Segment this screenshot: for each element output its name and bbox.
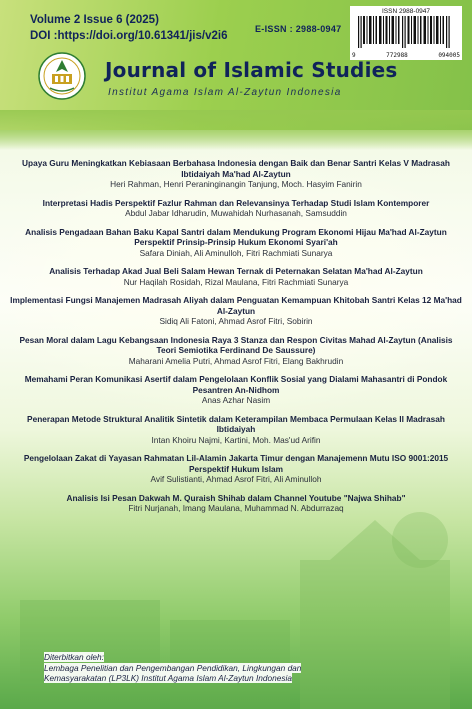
- eissn: E-ISSN : 2988-0947: [255, 24, 342, 34]
- publisher-line: Kemasyarakatan (LP3LK) Institut Agama Islam Al-Zaytun Indonesia: [44, 673, 292, 683]
- list-item[interactable]: [10, 158, 462, 190]
- article-list: [10, 158, 462, 522]
- article-title: Analisis Pengadaan Bahan Baku Kapal Santri dalam Mendukung Program Ekonomi Hijau Ma'had Al-Zaytun Perspektif Prinsip-Prinsip Hukum Ekonomi Syari'ah: [25, 226, 447, 247]
- list-item[interactable]: [10, 266, 462, 287]
- article-authors: Avif Sulistianti, Ahmad Asrof Fitri, Ali Aminulloh: [150, 474, 322, 484]
- article-authors: Intan Khoiru Najmi, Kartini, Moh. Mas'ud Arifin: [151, 434, 321, 445]
- list-item[interactable]: [10, 453, 462, 485]
- article-authors: Maharani Amelia Putri, Ahmad Asrof Fitri, Elang Bakhrudin: [128, 355, 344, 366]
- article-title: Analisis Terhadap Akad Jual Beli Salam Hewan Ternak di Peternakan Selatan Ma'had Al-Zaytun: [49, 266, 423, 276]
- article-title: Implementasi Fungsi Manajemen Madrasah Aliyah dalam Penguatan Kemampuan Khitobah Santri Kelas 12 Ma'had Al-Zaytun: [10, 295, 462, 316]
- article-title: Memahami Peran Komunikasi Asertif dalam Pengelolaan Konflik Sosial yang Dialami Mahasantri di Pondok Pesantren An-Nidhom: [24, 374, 448, 395]
- list-item[interactable]: [10, 374, 462, 406]
- article-authors: Nur Haqilah Rosidah, Rizal Maulana, Fitri Rachmiati Sunarya: [123, 276, 349, 287]
- institution-logo-icon: [38, 52, 86, 100]
- article-authors: Abdul Jabar Idharudin, Muwahidah Nurhasanah, Samsuddin: [125, 208, 347, 218]
- article-title: Upaya Guru Meningkatkan Kebiasaan Berbahasa Indonesia dengan Baik dan Benar Santri Kelas V Madrasah Ibtidaiyah Ma'had Al-Zaytun: [22, 158, 450, 179]
- article-title: Interpretasi Hadis Perspektif Fazlur Rahman dan Relevansinya Terhadap Studi Islam Kontemporer: [42, 197, 430, 208]
- barcode: [350, 6, 462, 60]
- list-item[interactable]: [10, 493, 462, 514]
- barcode-digit-group: 772988: [386, 52, 408, 59]
- volume-issue: Volume 2 Issue 6 (2025): [30, 14, 159, 26]
- publisher-label: Diterbitkan oleh:: [44, 652, 104, 662]
- article-authors: Anas Azhar Nasim: [201, 395, 271, 405]
- article-authors: Sidiq Ali Fatoni, Ahmad Asrof Fitri, Sobirin: [159, 316, 313, 326]
- journal-title: Journal of Islamic Studies: [105, 58, 398, 82]
- article-title: Analisis Isi Pesan Dakwah M. Quraish Shihab dalam Channel Youtube "Najwa Shihab": [66, 492, 406, 503]
- barcode-digit-group: 9: [352, 52, 356, 59]
- barcode-icon: [356, 16, 456, 48]
- list-item[interactable]: [10, 335, 462, 367]
- list-item[interactable]: [10, 198, 462, 219]
- article-authors: Fitri Nurjanah, Imang Maulana, Muhammad N. Abdurrazaq: [128, 503, 344, 513]
- publisher-line: Lembaga Penelitian dan Pengembangan Pendidikan, Lingkungan dan: [44, 662, 302, 673]
- article-title: Penerapan Metode Struktural Analitik Sintetik dalam Keterampilan Membaca Permulaan Kelas II Madrasah Ibtidaiyah: [27, 413, 445, 434]
- barcode-digit-group: 094005: [438, 52, 460, 59]
- doi-link[interactable]: DOI :https://doi.org/10.61341/jis/v2i6: [30, 30, 228, 42]
- article-authors: Heri Rahman, Henri Peraninginangin Tanjung, Moch. Hasyim Fanirin: [110, 179, 362, 189]
- article-title: Pengelolaan Zakat di Yayasan Rahmatan Lil-Alamin Jakarta Timur dengan Manajemenn Mutu ISO 9001:2015 Perspektif Hukum Islam: [23, 453, 449, 474]
- publisher-info: [38, 652, 395, 684]
- list-item[interactable]: [10, 414, 462, 446]
- article-authors: Safara Diniah, Ali Aminulloh, Fitri Rachmiati Sunarya: [139, 247, 333, 258]
- list-item[interactable]: [10, 295, 462, 327]
- journal-subtitle: Institut Agama Islam Al-Zaytun Indonesia: [108, 87, 342, 98]
- article-title: Pesan Moral dalam Lagu Kebangsaan Indonesia Raya 3 Stanza dan Respon Civitas Mahad Al-Zaytun (Analisis Teori Semiotika Ferdinand De Saussure): [19, 334, 453, 355]
- barcode-issn: ISSN 2988-0947: [381, 8, 431, 15]
- list-item[interactable]: [10, 227, 462, 259]
